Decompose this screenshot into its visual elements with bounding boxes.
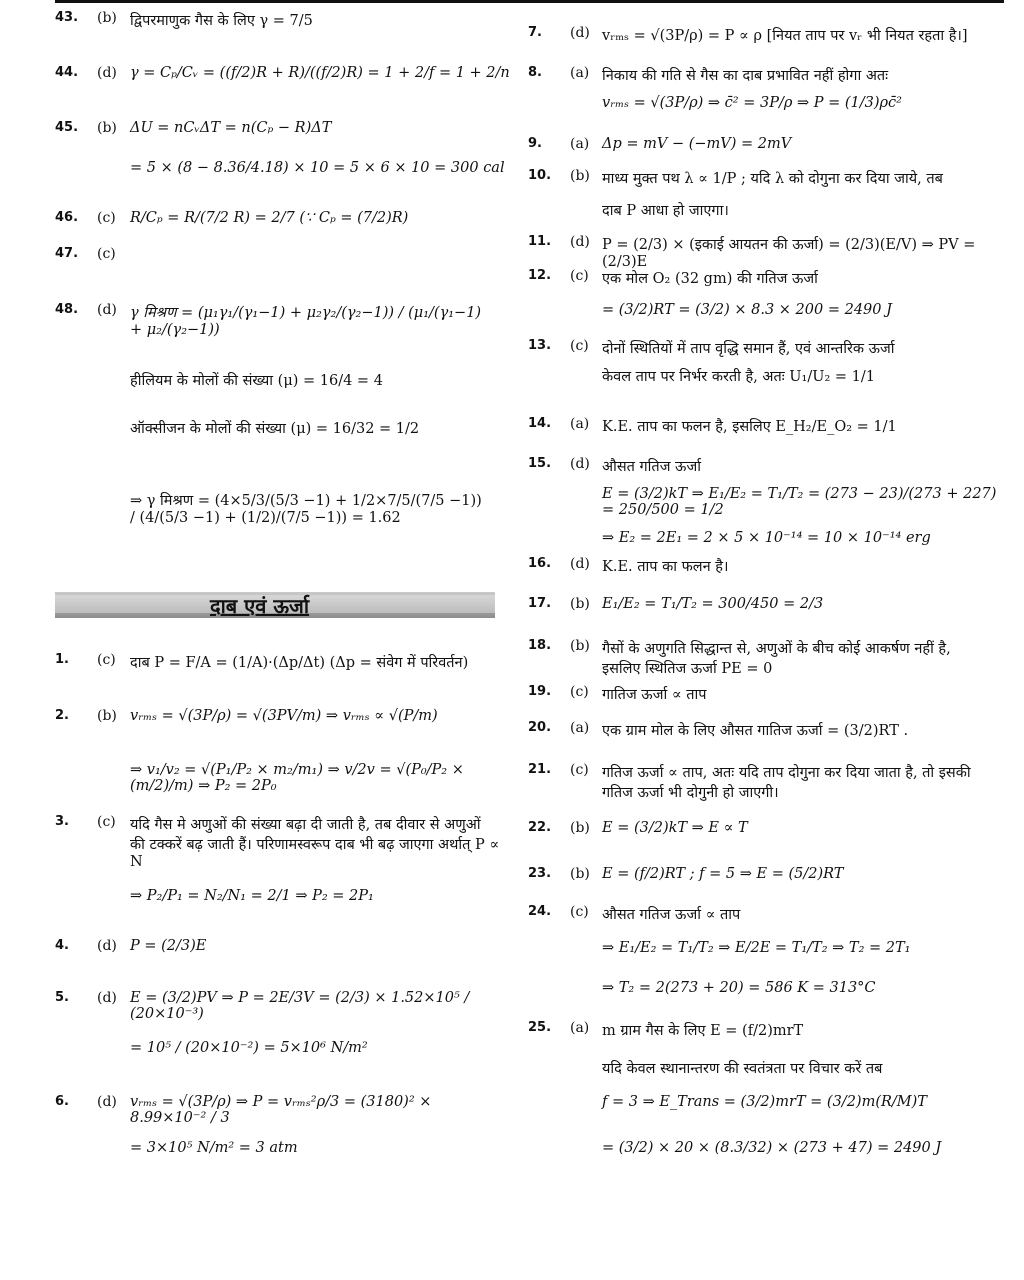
answer-text: ΔU = nCᵥΔT = n(Cₚ − R)ΔT <box>130 120 332 136</box>
answer-text: m ग्राम गैस के लिए E = (f/2)mrT <box>602 1023 804 1039</box>
answer-option: (a) <box>570 720 590 736</box>
answer-text: यदि गैस मे अणुओं की संख्या बढ़ा दी जाती है, तब दीवार से अणुओं की टक्करें बढ़ जाती हैं। परिणामस्वरूप दाब भी बढ़ जाएगा अर्थात् P ∝ N <box>130 817 500 870</box>
answer-number: 22. <box>528 820 552 835</box>
answer-option: (d) <box>97 990 117 1006</box>
answer-option: (d) <box>97 302 117 318</box>
answer-option: (a) <box>570 1020 590 1036</box>
answer-number: 13. <box>528 338 552 353</box>
answer-option: (c) <box>570 684 589 700</box>
answer-number: 15. <box>528 456 552 471</box>
answer-option: (b) <box>97 708 117 724</box>
answer-text: एक मोल O₂ (32 gm) की गतिज ऊर्जा <box>602 271 818 287</box>
answer-line: ऑक्सीजन के मोलों की संख्या (μ) = 16/32 = 1/2 <box>130 421 420 437</box>
answer-text: γ = Cₚ/Cᵥ = ((f/2)R + R)/((f/2)R) = 1 + 2/f = 1 + 2/n <box>130 65 510 81</box>
answer-option: (c) <box>97 246 116 262</box>
answer-option: (d) <box>570 556 590 572</box>
answer-option: (b) <box>570 866 590 882</box>
answer-text: दाब P = F/A = (1/A)·(Δp/Δt) (Δp = संवेग में परिवर्तन) <box>130 655 469 671</box>
answer-text: K.E. ताप का फलन है, इसलिए E_H₂/E_O₂ = 1/1 <box>602 419 897 435</box>
answer-number: 23. <box>528 866 552 881</box>
answer-number: 25. <box>528 1020 552 1035</box>
answer-number: 10. <box>528 168 552 183</box>
answer-text: औसत गतिज ऊर्जा ∝ ताप <box>602 907 741 923</box>
answer-line: ⇒ γ मिश्रण = (4×5/3/(5/3 −1) + 1/2×7/5/(7/5 −1)) / (4/(5/3 −1) + (1/2)/(7/5 −1)) = 1.62 <box>130 493 482 526</box>
answer-text: गातिज ऊर्जा ∝ ताप <box>602 687 707 703</box>
answer-line: E = (3/2)kT ⇒ E₁/E₂ = T₁/T₂ = (273 − 23)/(273 + 227) = 250/500 = 1/2 <box>602 486 997 518</box>
answer-number: 46. <box>55 210 79 225</box>
answer-line: ⇒ E₂ = 2E₁ = 2 × 5 × 10⁻¹⁴ = 10 × 10⁻¹⁴ erg <box>602 530 931 546</box>
answer-option: (c) <box>97 652 116 668</box>
answer-option: (c) <box>570 338 589 354</box>
answer-text: दोनों स्थितियों में ताप वृद्धि समान हैं, एवं आन्तरिक ऊर्जा <box>602 341 895 357</box>
answer-number: 4. <box>55 938 69 953</box>
answer-line: = 5 × (8 − 8.36/4.18) × 10 = 5 × 6 × 10 = 300 cal <box>130 160 505 176</box>
answer-text: R/Cₚ = R/(7/2 R) = 2/7 (∵ Cₚ = (7/2)R) <box>130 210 409 226</box>
answer-text: द्विपरमाणुक गैस के लिए γ = 7/5 <box>130 13 313 29</box>
answer-number: 11. <box>528 234 552 249</box>
answer-text: एक ग्राम मोल के लिए औसत गातिज ऊर्जा = (3/2)RT . <box>602 723 909 739</box>
answer-text: Δp = mV − (−mV) = 2mV <box>602 136 792 152</box>
answer-line: ⇒ P₂/P₁ = N₂/N₁ = 2/1 ⇒ P₂ = 2P₁ <box>130 888 374 904</box>
answer-number: 5. <box>55 990 69 1005</box>
answer-line: ⇒ T₂ = 2(273 + 20) = 586 K = 313°C <box>602 980 876 996</box>
answer-text: गैसों के अणुगति सिद्धान्त से, अणुओं के बीच कोई आकर्षण नहीं है, इसलिए स्थितिज ऊर्जा PE = 0 <box>602 641 951 677</box>
answer-number: 3. <box>55 814 69 829</box>
answer-line: vᵣₘₛ = √(3P/ρ) ⇒ c̄² = 3P/ρ ⇒ P = (1/3)ρc̄² <box>602 95 902 111</box>
answer-text: E = (3/2)PV ⇒ P = 2E/3V = (2/3) × 1.52×10⁵ / (20×10⁻³) <box>130 990 470 1022</box>
answer-number: 47. <box>55 246 79 261</box>
answer-number: 19. <box>528 684 552 699</box>
answer-text: माध्य मुक्त पथ λ ∝ 1/P ; यदि λ को दोगुना कर दिया जाये, तब <box>602 171 943 187</box>
answer-option: (d) <box>97 1094 117 1110</box>
section-title: दाब एवं ऊर्जा <box>210 594 310 618</box>
answer-option: (c) <box>97 210 116 226</box>
answer-number: 14. <box>528 416 552 431</box>
answer-number: 20. <box>528 720 552 735</box>
answer-number: 16. <box>528 556 552 571</box>
answer-number: 12. <box>528 268 552 283</box>
answer-number: 18. <box>528 638 552 653</box>
answer-number: 24. <box>528 904 552 919</box>
answer-line: = (3/2)RT = (3/2) × 8.3 × 200 = 2490 J <box>602 302 892 318</box>
answer-text: P = (2/3)E <box>130 938 207 954</box>
answer-text: vᵣₘₛ = √(3P/ρ) ⇒ P = vᵣₘₛ²ρ/3 = (3180)² × 8.99×10⁻² / 3 <box>130 1094 432 1126</box>
answer-number: 17. <box>528 596 552 611</box>
answer-option: (c) <box>570 762 589 778</box>
answer-option: (a) <box>570 65 590 81</box>
answer-line: = 3×10⁵ N/m² = 3 atm <box>130 1140 298 1156</box>
answer-number: 45. <box>55 120 79 135</box>
answer-text: गतिज ऊर्जा ∝ ताप, अतः यदि ताप दोगुना कर दिया जाता है, तो इसकी गतिज ऊर्जा भी दोगुनी हो जाएगी। <box>602 765 971 801</box>
answer-line: यदि केवल स्थानान्तरण की स्वतंत्रता पर विचार करें तब <box>602 1061 883 1077</box>
answer-line: केवल ताप पर निर्भर करती है, अतः U₁/U₂ = 1/1 <box>602 369 875 385</box>
answer-number: 1. <box>55 652 69 667</box>
answer-option: (c) <box>570 268 589 284</box>
answer-option: (a) <box>570 136 590 152</box>
answer-number: 21. <box>528 762 552 777</box>
answer-number: 43. <box>55 10 79 25</box>
answer-text: vᵣₘₛ = √(3P/ρ) = P ∝ ρ [नियत ताप पर vᵣ भी नियत रहता है।] <box>602 28 968 44</box>
answer-number: 9. <box>528 136 542 151</box>
answer-line: ⇒ v₁/v₂ = √(P₁/P₂ × m₂/m₁) ⇒ v/2v = √(P₀/P₂ × (m/2)/m) ⇒ P₂ = 2P₀ <box>130 762 464 794</box>
answer-text: K.E. ताप का फलन है। <box>602 559 729 575</box>
answer-option: (b) <box>570 168 590 184</box>
answer-text: vᵣₘₛ = √(3P/ρ) = √(3PV/m) ⇒ vᵣₘₛ ∝ √(P/m) <box>130 708 438 724</box>
answer-option: (b) <box>97 10 117 26</box>
answer-text: E = (3/2)kT ⇒ E ∝ T <box>602 820 748 836</box>
answer-text: निकाय की गति से गैस का दाब प्रभावित नहीं होगा अतः <box>602 68 889 84</box>
answer-line: ⇒ E₁/E₂ = T₁/T₂ ⇒ E/2E = T₁/T₂ ⇒ T₂ = 2T₁ <box>602 940 911 956</box>
answer-number: 7. <box>528 25 542 40</box>
answer-option: (d) <box>570 234 590 250</box>
answer-option: (b) <box>570 596 590 612</box>
answer-text: P = (2/3) × (इकाई आयतन की ऊर्जा) = (2/3)(E/V) ⇒ PV = (2/3)E <box>602 237 976 270</box>
answer-line: f = 3 ⇒ E_Trans = (3/2)mrT = (3/2)m(R/M)T <box>602 1094 927 1110</box>
answer-option: (c) <box>97 814 116 830</box>
answer-option: (b) <box>570 638 590 654</box>
answer-option: (d) <box>97 938 117 954</box>
answer-option: (a) <box>570 416 590 432</box>
answer-option: (d) <box>570 25 590 41</box>
answer-option: (c) <box>570 904 589 920</box>
answer-line: हीलियम के मोलों की संख्या (μ) = 16/4 = 4 <box>130 373 383 389</box>
answer-number: 48. <box>55 302 79 317</box>
answer-line: दाब P आधा हो जाएगा। <box>602 203 729 219</box>
answer-option: (d) <box>570 456 590 472</box>
answer-line: = (3/2) × 20 × (8.3/32) × (273 + 47) = 2490 J <box>602 1140 942 1156</box>
answer-text: औसत गतिज ऊर्जा <box>602 459 701 475</box>
answer-number: 44. <box>55 65 79 80</box>
answer-option: (d) <box>97 65 117 81</box>
answer-option: (b) <box>570 820 590 836</box>
answer-line: = 10⁵ / (20×10⁻²) = 5×10⁶ N/m² <box>130 1040 368 1056</box>
answer-number: 2. <box>55 708 69 723</box>
answer-option: (b) <box>97 120 117 136</box>
answer-text: E = (f/2)RT ; f = 5 ⇒ E = (5/2)RT <box>602 866 844 882</box>
top-rule <box>55 0 1004 3</box>
answer-text: E₁/E₂ = T₁/T₂ = 300/450 = 2/3 <box>602 596 824 612</box>
answer-number: 6. <box>55 1094 69 1109</box>
answer-text: γ मिश्रण = (μ₁γ₁/(γ₁−1) + μ₂γ₂/(γ₂−1)) / (μ₁/(γ₁−1) + μ₂/(γ₂−1)) <box>130 305 482 338</box>
answer-number: 8. <box>528 65 542 80</box>
